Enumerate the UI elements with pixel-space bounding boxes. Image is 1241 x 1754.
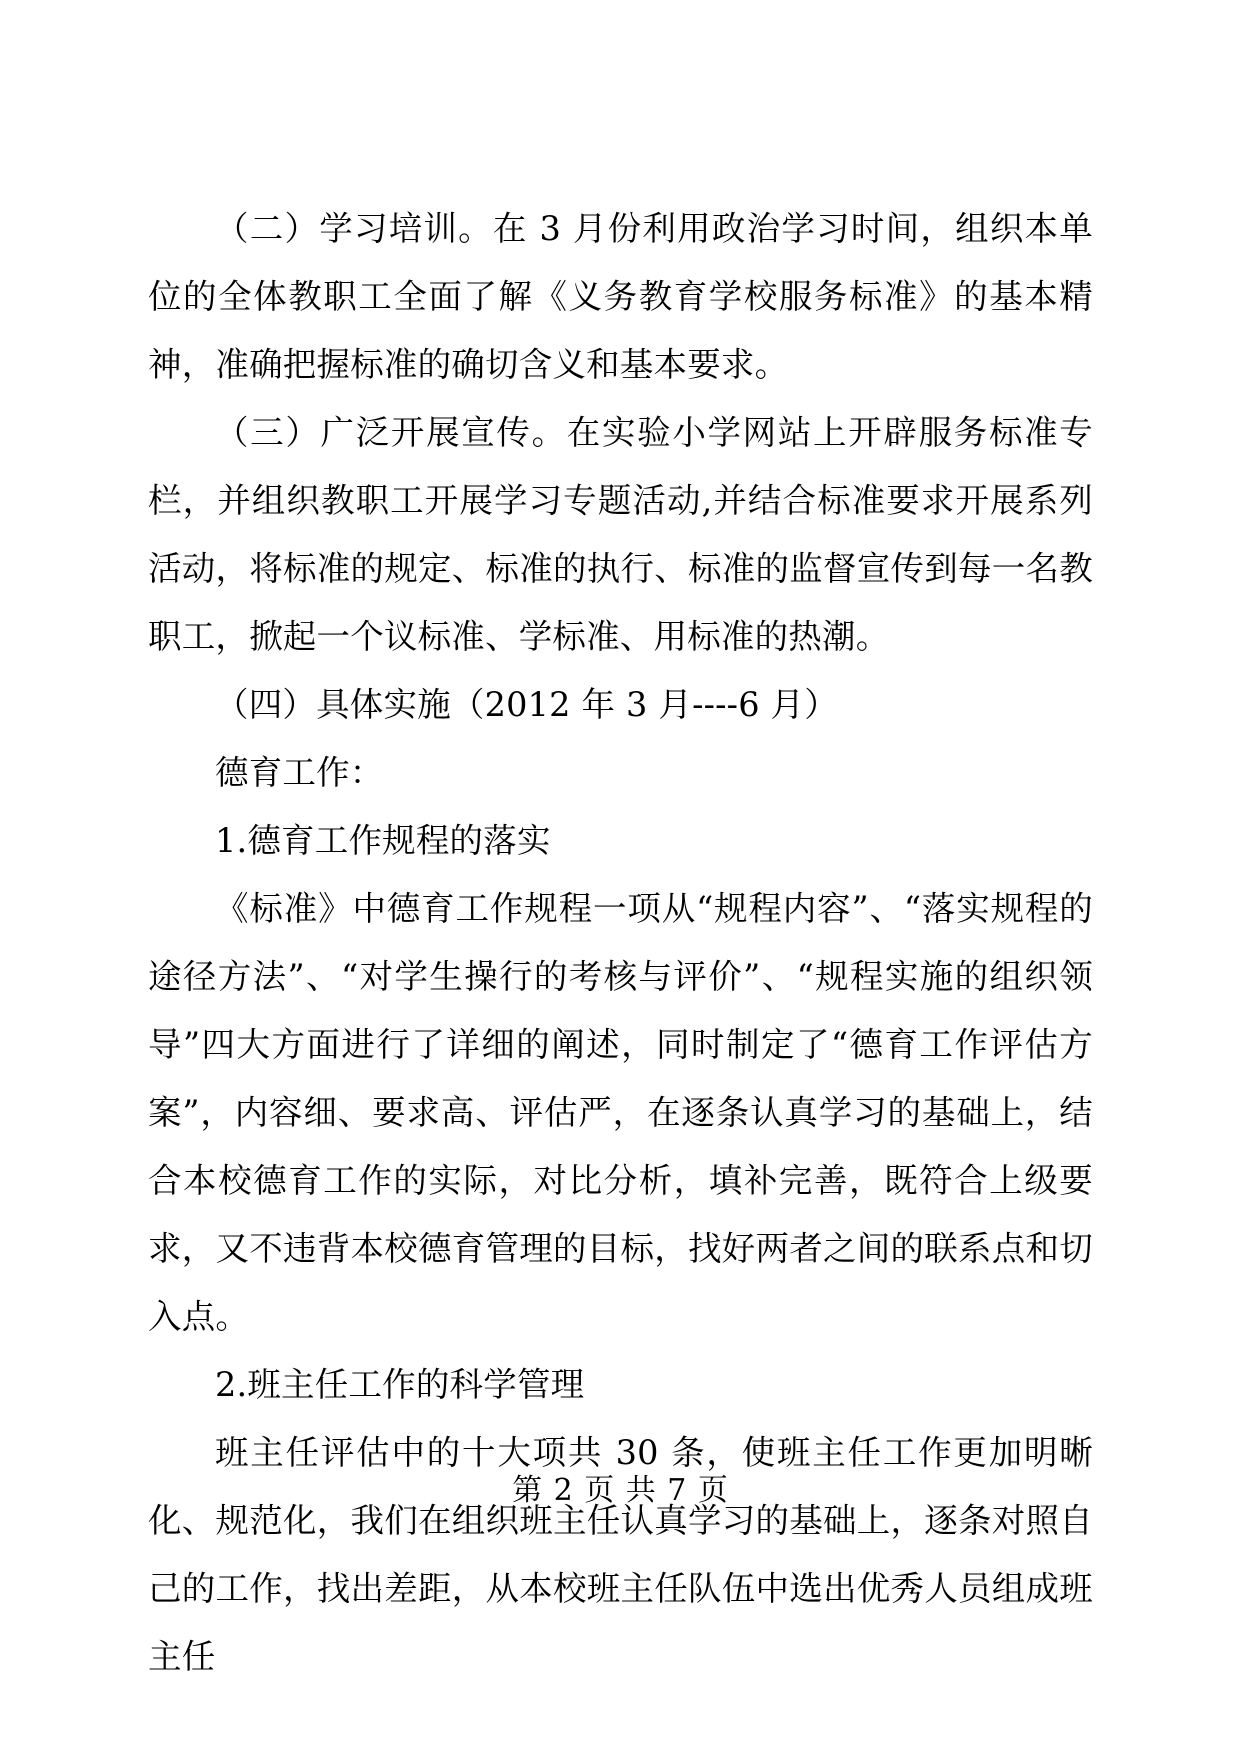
paragraph-2: （三）广泛开展宣传。在实验小学网站上开辟服务标准专栏，并组织教职工开展学习专题活动,并结合标准要求开展系列活动，将标准的规定、标准的执行、标准的监督宣传到每一名教职工，掀起一个议标准、学标准、用标准的热潮。 bbox=[148, 413, 1093, 656]
paragraph-5: 1.德育工作规程的落实 bbox=[215, 821, 551, 860]
paragraph-1: （二）学习培训。在 3 月份利用政治学习时间，组织本单位的全体教职工全面了解《义务教育学校服务标准》的基本精神，准确把握标准的确切含义和基本要求。 bbox=[148, 209, 1093, 384]
paragraph-6: 《标准》中德育工作规程一项从“规程内容”、“落实规程的途径方法”、“对学生操行的考核与评价”、“规程实施的组织领导”四大方面进行了详细的阐述，同时制定了“德育工作评估方案”，内容细、要求高、评估严，在逐条认真学习的基础上，结合本校德育工作的实际，对比分析，填补完善，既符合上级要求，又不违背本校德育管理的目标，找好两者之间的联系点和切入点。 bbox=[148, 889, 1093, 1336]
paragraph-4: 德育工作： bbox=[215, 753, 384, 792]
paragraph-7: 2.班主任工作的科学管理 bbox=[215, 1365, 585, 1404]
paragraph-8: 班主任评估中的十大项共 30 条，使班主任工作更加明晰化、规范化，我们在组织班主任认真学习的基础上，逐条对照自己的工作，找出差距，从本校班主任队伍中选出优秀人员组成班主任 bbox=[148, 1433, 1093, 1676]
page-footer: 第 2 页 共 7 页 bbox=[512, 1473, 729, 1508]
paragraph-3: （四）具体实施（2012 年 3 月----6 月） bbox=[215, 685, 838, 724]
